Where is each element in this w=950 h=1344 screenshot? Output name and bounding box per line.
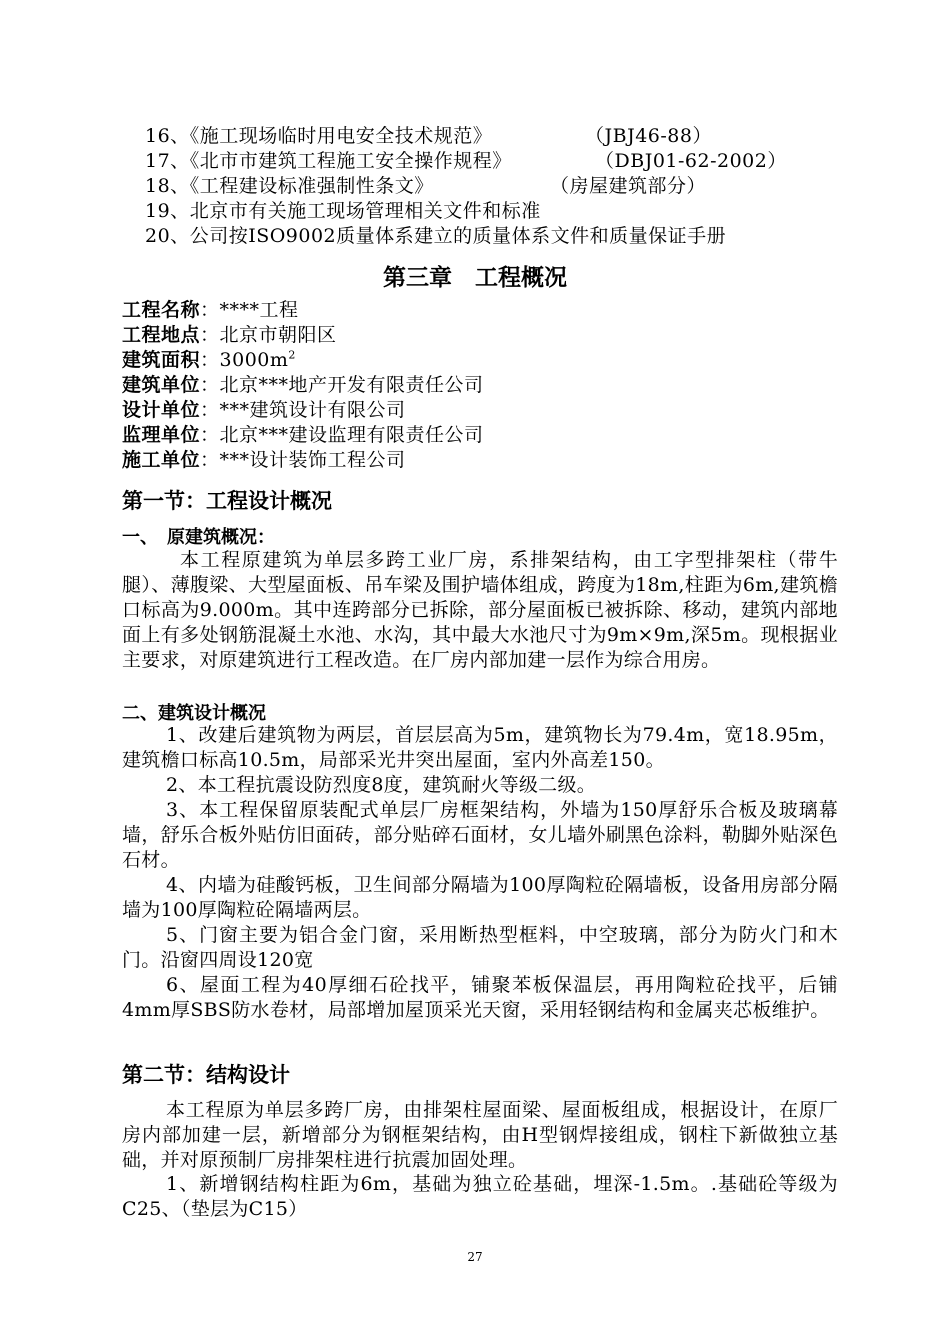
project-design-row <box>122 398 838 423</box>
reference-title: 《工程建设标准强制性条文》 <box>189 175 434 197</box>
reference-number: 18、 <box>145 175 190 197</box>
section1-title: 第一节：工程设计概况 <box>122 489 332 513</box>
project-area-row <box>122 348 838 373</box>
reference-title: 《北市市建筑工程施工安全操作规程》 <box>189 150 512 172</box>
section1-sub2-title: 二、建筑设计概况 <box>122 703 266 724</box>
design-item-4: 4、内墙为硅酸钙板，卫生间部分隔墙为100厚陶粒砼隔墙板，设备用房部分隔墙为100厚陶粒砼隔墙两层。 <box>122 874 838 921</box>
project-supervisor-label: 监理单位 <box>122 424 201 446</box>
project-supervisor-row <box>122 423 838 448</box>
project-builder-value: ：***设计装饰工程公司 <box>200 449 406 471</box>
design-item-1: 1、改建后建筑物为两层，首层层高为5m，建筑物长为79.4m，宽18.95m，建筑檐口标高10.5m，局部采光井突出屋面，室内外高差150。 <box>122 724 838 771</box>
reference-item <box>145 124 861 149</box>
reference-item <box>145 199 861 224</box>
design-item-6: 6、屋面工程为40厚细石砼找平，铺聚苯板保温层，再用陶粒砼找平，后铺4mm厚SBS防水卷材，局部增加屋顶采光天窗，采用轻钢结构和金属夹芯板维护。 <box>122 974 838 1021</box>
project-supervisor-value: ：北京***建设监理有限责任公司 <box>200 424 484 446</box>
project-name-value: ：****工程 <box>200 299 299 321</box>
section2-paragraph-1: 本工程原为单层多跨厂房，由排架柱屋面梁、屋面板组成，根据设计，在原厂房内部加建一层，新增部分为钢框架结构，由H型钢焊接组成，钢柱下新做独立基础，并对原预制厂房排架柱进行抗震加固处理。 <box>122 1099 838 1171</box>
reference-title: 《施工现场临时用电安全技术规范》 <box>189 125 493 147</box>
reference-title: 北京市有关施工现场管理相关文件和标准 <box>189 200 541 222</box>
design-item-3: 3、本工程保留原装配式单层厂房框架结构，外墙为150厚舒乐合板及玻璃幕墙，舒乐合板外贴仿旧面砖，部分贴碎石面材，女儿墙外刷黑色涂料，勒脚外贴深色石材。 <box>122 799 838 871</box>
project-design-value: ：***建筑设计有限公司 <box>200 399 406 421</box>
reference-code: （DBJ01-62-2002） <box>595 150 787 172</box>
project-site-row <box>122 323 838 348</box>
reference-code: （JBJ46-88） <box>585 125 712 147</box>
page-number: 27 <box>467 1250 483 1264</box>
project-owner-row <box>122 373 838 398</box>
reference-number: 16、 <box>145 125 190 147</box>
reference-code: （房屋建筑部分） <box>550 175 707 197</box>
reference-number: 19、 <box>145 200 190 222</box>
reference-item <box>145 224 861 249</box>
section2-paragraph-2: 1、新增钢结构柱距为6m，基础为独立砼基础，埋深-1.5m。.基础砼等级为C25、（垫层为C15） <box>122 1173 838 1220</box>
reference-number: 17、 <box>145 150 190 172</box>
project-design-label: 设计单位 <box>122 399 201 421</box>
project-site-label: 工程地点 <box>122 324 201 346</box>
project-builder-label: 施工单位 <box>122 449 201 471</box>
project-name-label: 工程名称 <box>122 299 201 321</box>
reference-title: 公司按ISO9002质量体系建立的质量体系文件和质量保证手册 <box>189 225 727 247</box>
section2-title: 第二节：结构设计 <box>122 1063 290 1087</box>
project-area-label: 建筑面积 <box>122 349 201 371</box>
project-area-value: ：3000m <box>200 349 289 371</box>
design-item-5: 5、门窗主要为铝合金门窗，采用断热型框料，中空玻璃，部分为防火门和木门。沿窗四周设120宽 <box>122 924 838 971</box>
project-site-value: ：北京市朝阳区 <box>200 324 337 346</box>
project-area-superscript: 2 <box>288 348 296 362</box>
section1-sub1-text: 本工程原建筑为单层多跨工业厂房，系排架结构，由工字型排架柱（带牛腿）、薄腹梁、大型屋面板、吊车梁及围护墙体组成，跨度为18m,柱距为6m,建筑檐口标高为9.000m。其中连跨部分已拆除，部分屋面板已被拆除、移动，建筑内部地面上有多处钢筋混凝土水池、水沟，其中最大水池尺寸为9m×9m,深5m。现根据业主要求，对原建筑进行工程改造。在厂房内部加建一层作为综合用房。 <box>122 549 838 671</box>
design-item-2: 2、本工程抗震设防烈度8度，建筑耐火等级二级。 <box>166 774 597 796</box>
reference-item <box>145 149 861 174</box>
project-name-row <box>122 298 838 323</box>
chapter-title: 第三章 工程概况 <box>383 265 567 291</box>
section1-sub1-title: 一、 原建筑概况： <box>122 527 275 548</box>
reference-number: 20、 <box>145 225 190 247</box>
project-owner-label: 建筑单位 <box>122 374 201 396</box>
project-owner-value: ：北京***地产开发有限责任公司 <box>200 374 484 396</box>
project-builder-row <box>122 448 838 473</box>
reference-item <box>145 174 861 199</box>
